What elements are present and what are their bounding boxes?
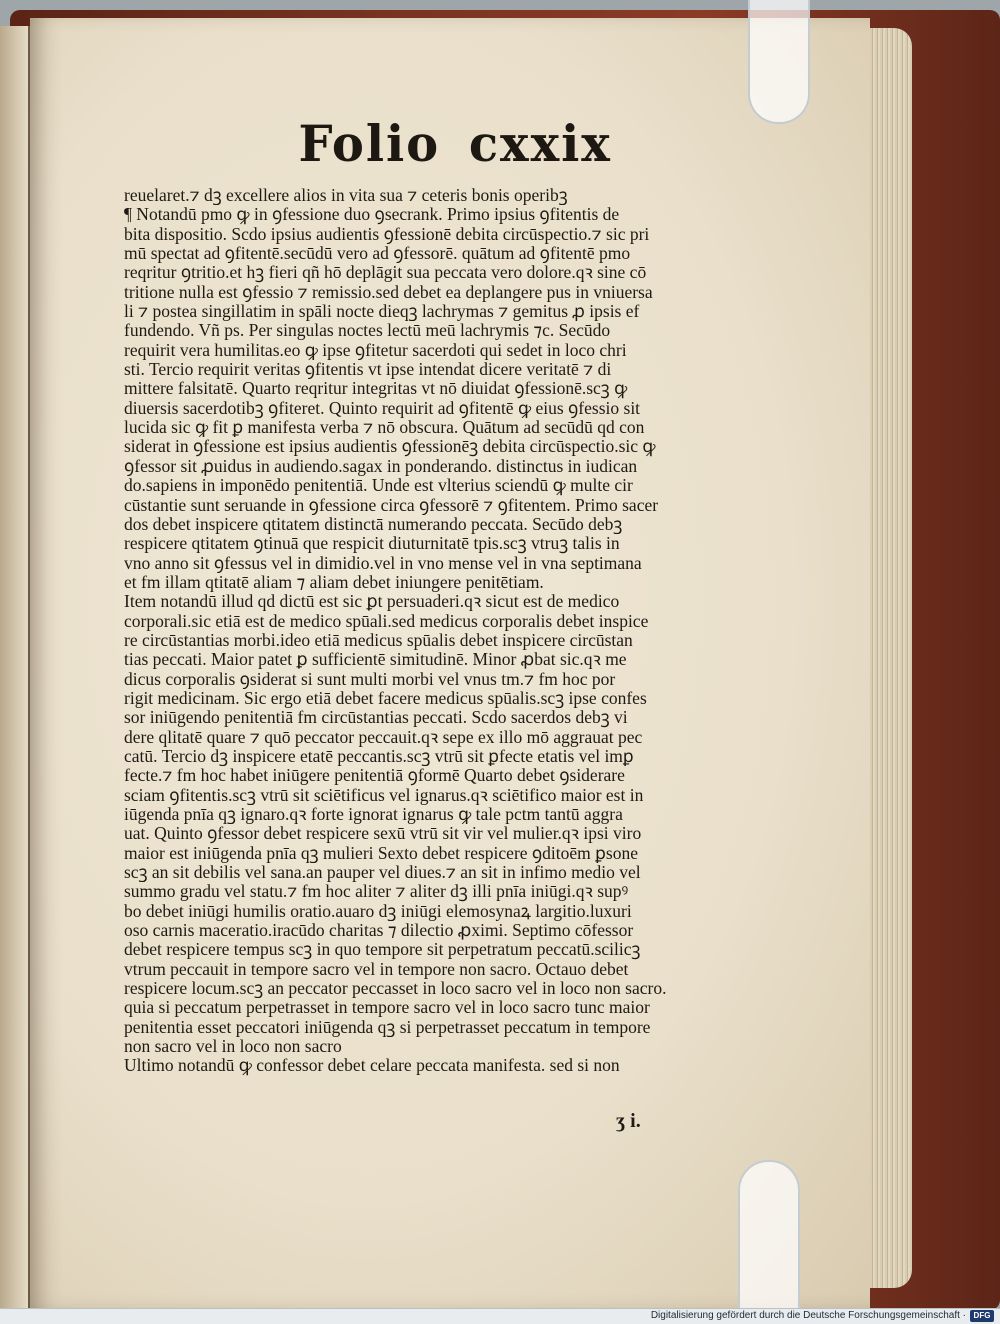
- text-line: penitentia esset peccatori iniūgenda qꝫ si perpetrasset peccatum in tempore: [124, 1017, 651, 1037]
- text-line: vtrum peccauit in tempore sacro vel in tempore non sacro. Octauo debet: [124, 959, 629, 979]
- text-line: ¶ Notandū pmo ꝙ in ꝯfessione duo ꝯsecrank. Primo ipsius ꝯfitentis de: [124, 205, 620, 225]
- text-line: reqritur ꝯtritio.et hꝫ fieri qñ hō deplāgit sua peccata vero dolore.qꝛ sine cō: [124, 263, 647, 283]
- text-line: maior est iniūgenda pnīa qꝫ mulieri Sexto debet respicere ꝯditoēm ꝑsone: [124, 843, 639, 863]
- text-line: non sacro vel in loco non sacro: [124, 1037, 342, 1057]
- funding-credit: Digitalisierung gefördert durch die Deutsche Forschungsgemeinschaft ·: [650, 1310, 966, 1321]
- text-line: tias peccati. Maior patet ꝑ sufficientē simitudinē. Minor ꝓbat sic.qꝛ me: [124, 650, 627, 670]
- text-line: sor iniūgendo penitentiā fm circūstantias peccati. Scdo sacerdos debꝫ vi: [124, 708, 628, 728]
- text-line: uat. Quinto ꝯfessor debet respicere sexū vtrū sit vir vel mulier.qꝛ ipsi viro: [124, 824, 642, 844]
- text-line: re circūstantias morbi.ideo etiā medicus spūalis debet inspicere circūstan: [124, 630, 633, 650]
- folio-word: Folio: [298, 114, 441, 173]
- text-line: Item notandū illud qd dictū est sic ꝑt persuaderi.qꝛ sicut est de medico: [124, 592, 620, 612]
- text-line: reuelaret.⁊ dꝫ excellere alios in vita sua ⁊ ceteris bonis operibꝫ: [124, 186, 568, 205]
- folio-number: cxxix: [468, 114, 612, 173]
- text-line: li ⁊ postea singillatim in spāli nocte dieqꝫ lachrymas ⁊ gemitus ꝓ ipsis ef: [124, 302, 640, 322]
- text-line: respicere locum.scꝫ an peccator peccasset in loco sacro vel in loco non sacro.: [124, 979, 667, 999]
- text-line: scꝫ an sit debilis vel sana.an pauper vel diues.⁊ an sit in infimo medio vel: [124, 863, 641, 883]
- text-line: sciam ꝯfitentis.scꝫ vtrū sit sciētificus vel ignarus.qꝛ sciētifico maior est in: [124, 785, 644, 805]
- text-line: bo debet iniūgi humilis oratio.auaro dꝫ iniūgi elemosynaꝝ largitio.luxuri: [124, 901, 632, 921]
- page-clip-top: [748, 0, 810, 124]
- text-line: vno anno sit ꝯfessus vel in dimidio.vel in vno mense vel in vna septimana: [124, 553, 642, 573]
- text-line: requirit vera humilitas.eo ꝙ ipse ꝯfitetur sacerdoti qui sedet in loco chri: [124, 340, 627, 360]
- text-line: summo gradu vel statu.⁊ fm hoc aliter ⁊ aliter dꝫ illi pnīa iniūgi.qꝛ supꝰ: [124, 882, 629, 902]
- text-line: fundendo. Vñ ps. Per singulas noctes lectū meū lachrymis ⁊c. Secūdo: [124, 321, 611, 341]
- text-line: et fm illam qtitatē aliam ⁊ aliam debet iniungere penitētiam.: [124, 572, 544, 592]
- footer-bar: [0, 1308, 1000, 1324]
- page-clip-bottom: [738, 1160, 800, 1308]
- text-line: tritione nulla est ꝯfessio ⁊ remissio.sed debet ea deplangere pus in vniuersa: [124, 282, 653, 302]
- text-line: mū spectat ad ꝯfitentē.secūdū vero ad ꝯfessorē. quātum ad ꝯfitentē pmo: [124, 244, 631, 264]
- text-line: dere qlitatē quare ⁊ quō peccator peccauit.qꝛ sepe ex illo mō aggrauat pec: [124, 727, 643, 747]
- text-line: iūgenda pnīa qꝫ ignaro.qꝛ forte ignorat ignarus ꝙ tale pctm tantū aggra: [124, 805, 623, 824]
- text-line: diuersis sacerdotibꝫ ꝯfiteret. Quinto requirit ad ꝯfitentē ꝙ eius ꝯfessio sit: [124, 398, 641, 418]
- left-page-edge: [0, 26, 30, 1308]
- text-line: dicus corporalis ꝯsiderat si sunt multi morbi vel vnus tm.⁊ fm hoc por: [124, 669, 616, 689]
- text-line: lucida sic ꝙ fit ꝑ manifesta verba ⁊ nō obscura. Quātum ad secūdū qd con: [124, 418, 645, 438]
- dfg-logo: DFG: [970, 1310, 994, 1322]
- body-text: [124, 186, 720, 1076]
- text-line: ꝯfessor sit ꝓuidus in audiendo.sagax in ponderando. distinctus in iudican: [124, 456, 638, 476]
- book-page: [30, 18, 870, 1308]
- text-line: siderat in ꝯfessione est ipsius audientis ꝯfessionēꝫ debita circūspectio.sic ꝙ: [124, 437, 656, 457]
- text-line: respicere qtitatem ꝯtinuā que respicit diuturnitatē tpis.scꝫ vtruꝫ talis in: [124, 534, 620, 554]
- text-line: bita dispositio. Scdo ipsius audientis ꝯfessionē debita circūspectio.⁊ sic pri: [124, 224, 650, 244]
- text-line: debet respicere tempus scꝫ in quo tempore sit perpetratum peccatū.scilicꝫ: [124, 940, 641, 960]
- text-line: fecte.⁊ fm hoc habet iniūgere penitentiā ꝯformē Quarto debet ꝯsiderare: [124, 766, 625, 786]
- signature-mark: ʒ i.: [616, 1110, 641, 1132]
- text-line: quia si peccatum perpetrasset in tempore sacro vel in loco sacro tunc maior: [124, 998, 650, 1018]
- text-line: catū. Tercio dꝫ inspicere etatē peccantis.scꝫ vtrū sit ꝑfecte etatis vel imꝑ: [124, 746, 634, 766]
- text-line: oso carnis maceratio.iracūdo charitas ⁊ dilectio ꝓximi. Septimo cōfessor: [124, 921, 634, 941]
- text-line: Ultimo notandū ꝙ confessor debet celare peccata manifesta. sed si non: [124, 1056, 620, 1076]
- text-line: mittere falsitatē. Quarto reqritur integritas vt nō diuidat ꝯfessionē.scꝫ ꝙ: [124, 379, 628, 399]
- text-line: sti. Tercio requirit veritas ꝯfitentis vt ipse intendat dicere veritatē ⁊ di: [124, 360, 612, 380]
- text-line: rigit medicinam. Sic ergo etiā debet facere medicus spūalis.scꝫ ipse confes: [124, 688, 647, 708]
- text-line: dos debet inspicere qtitatem distinctā numerando peccata. Secūdo debꝫ: [124, 514, 623, 534]
- text-line: cūstantie sunt seruande in ꝯfessione circa ꝯfessorē ⁊ ꝯfitentem. Primo sacer: [124, 495, 659, 515]
- text-line: do.sapiens in imponēdo penitentiā. Unde est vlterius sciendū ꝙ multe cir: [124, 476, 633, 496]
- folio-heading: [299, 114, 612, 173]
- text-line: corporali.sic etiā est de medico spūali.sed medicus corporalis debet inspice: [124, 611, 649, 631]
